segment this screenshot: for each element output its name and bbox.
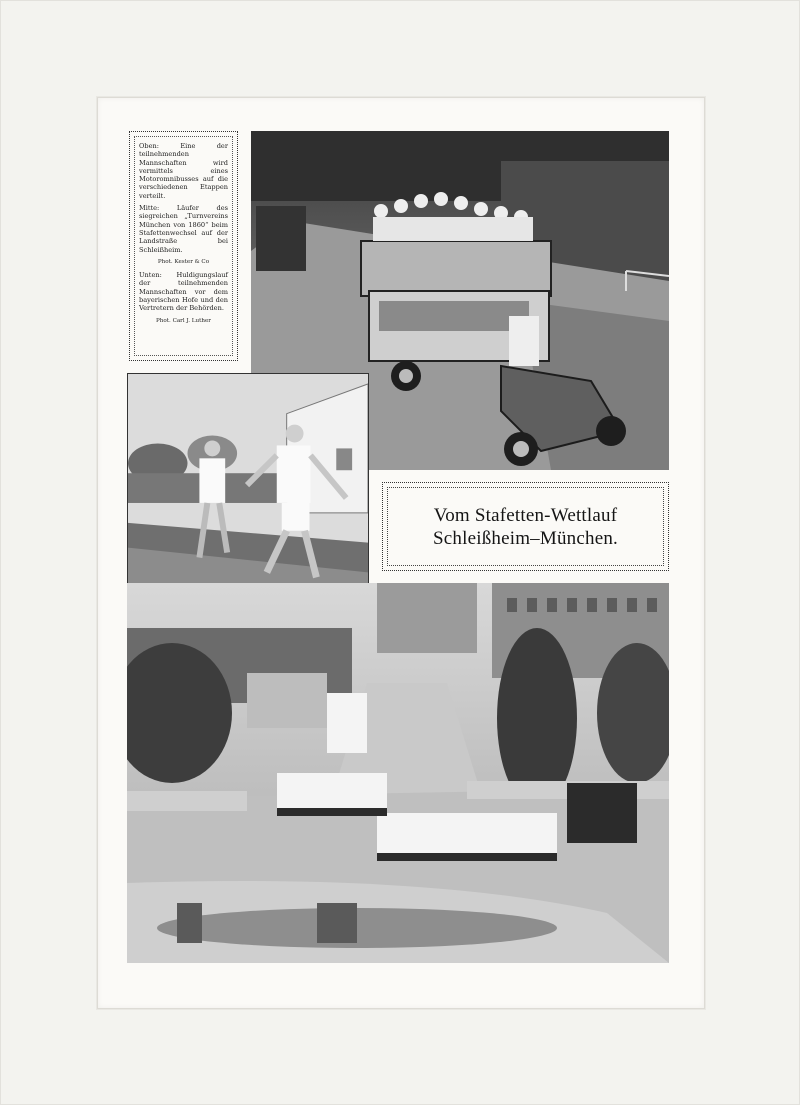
headline-line-2: Schleißheim–München. [433,527,618,549]
headline-line-1: Vom Stafetten-Wettlauf [433,504,618,526]
caption-middle: Mitte: Läufer des siegreichen „Turnvereins München von 1860“ beim Stafettenwechsel auf der Landstraße bei Schleißheim. [139,204,228,254]
tribute-run-photo-image [127,583,669,963]
caption-inner-frame [134,136,233,356]
headline-box [382,482,669,571]
photo-tribute-run [127,583,669,963]
caption-box [129,131,238,361]
photo-credit-kester: Phot. Kester & Co [157,258,210,265]
headline-inner-frame [387,487,664,566]
caption-bottom: Unten: Huldigungslauf der teilnehmenden Mannschaften vor dem bayerischen Hofe und den Vertretern der Behörden. [139,271,228,313]
photo-credit-luther: Phot. Carl J. Luther [156,317,211,324]
caption-top: Oben: Eine der teilnehmenden Mannschaften wird vermittels eines Motoromnibusses auf die verschiedenen Etappen verteilt. [139,142,228,200]
